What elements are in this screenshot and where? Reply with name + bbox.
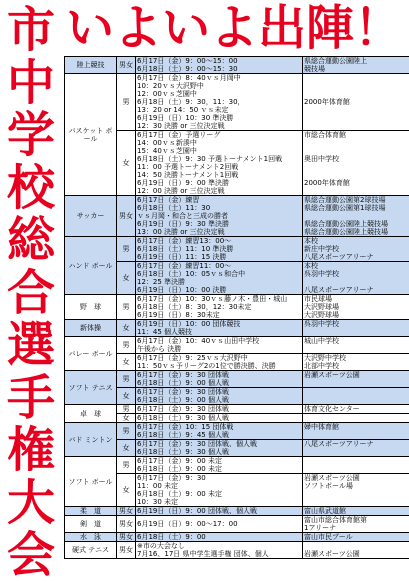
gender-cell: 女 <box>117 354 136 371</box>
schedule-cell <box>136 371 303 388</box>
schedule-line: 6月17日（金）9：30 団体戦 <box>137 388 301 396</box>
gender-cell: 女 <box>117 474 136 507</box>
table-row <box>65 474 409 507</box>
vertical-title-char: 会 <box>3 529 59 581</box>
venue-line <box>304 122 409 130</box>
schedule-line: 6月19日（日）10：30 準決勝 <box>137 114 301 122</box>
schedule-cell <box>136 405 303 414</box>
table-row <box>65 457 409 474</box>
vertical-title-char: 選 <box>3 319 59 371</box>
sport-cell: ソフト ボール <box>65 457 117 507</box>
venue-line: 県総合運動公園陸上 <box>304 57 409 65</box>
vertical-title-char: 中 <box>3 57 59 109</box>
venue-line: 岩瀬スポーツ公園 <box>304 474 409 482</box>
venue-line <box>304 90 409 98</box>
venue-line <box>304 414 409 422</box>
gender-cell: 男女 <box>117 533 136 542</box>
gender-cell: 男 <box>117 337 136 354</box>
table-row <box>65 57 409 74</box>
schedule-line: 6月18日（土）9：30，11：30， <box>137 98 301 106</box>
schedule-line: 6月18日（土）9：30 予選トーナメント1回戦 <box>137 155 301 163</box>
venue-cell <box>303 196 409 237</box>
venue-line: 本校 <box>304 262 409 270</box>
sport-cell: バスケット ボール <box>65 74 117 196</box>
table-row <box>65 440 409 457</box>
gender-cell: 女 <box>117 320 136 337</box>
schedule-line: 6月17日（金）9：30 団体戦、個人戦 <box>137 440 301 448</box>
schedule-cell <box>136 474 303 507</box>
venue-cell <box>303 57 409 74</box>
gender-cell: 男 <box>117 74 136 131</box>
venue-line: 大沢野中学校 <box>304 354 409 362</box>
venue-cell <box>303 371 409 388</box>
venue-line <box>304 171 409 179</box>
gender-cell: 男 <box>117 457 136 474</box>
venue-line: 体育文化センター <box>304 405 409 413</box>
schedule-line: 11：50ｖｓ予リーグ2の1位で勝決勝、決勝 <box>137 362 301 370</box>
schedule-line: 6月19日（日）10：00 団体競技 <box>137 320 301 328</box>
gender-cell: 男 <box>117 295 136 320</box>
venue-line <box>304 328 409 336</box>
schedule-line: 10：30 未定 <box>137 498 301 506</box>
table-row <box>65 295 409 320</box>
gender-cell: 男 <box>117 405 136 414</box>
schedule-line: 6月17日（金）10：40ｖｓ山田中学校 <box>137 337 301 345</box>
schedule-line: 6月19日（日）11：15 決勝 <box>137 253 301 261</box>
venue-line <box>304 278 409 286</box>
vertical-title-char: 校 <box>3 162 59 214</box>
venue-line: 岩瀬スポーツ公園 <box>304 550 409 558</box>
venue-cell <box>303 474 409 507</box>
schedule-line: 12：30 決勝 or 三位決定戦 <box>137 122 301 130</box>
schedule-line: ※市の大会なし <box>137 542 301 550</box>
schedule-line: 6月17日（金）9：00～15：00 <box>137 57 301 65</box>
venue-line: 県総合運動公園陸上競技場 <box>304 228 409 236</box>
gender-cell: 男女 <box>117 57 136 74</box>
schedule-line: 12：00 決勝 or 三位決定戦 <box>137 187 301 195</box>
schedule-line: 6月18日（土）9：45 個人戦 <box>137 431 301 439</box>
schedule-line: 6月18日（土）8：30，12：30未定 <box>137 303 301 311</box>
venue-line: 呉羽中学校 <box>304 270 409 278</box>
venue-line <box>304 139 409 147</box>
table-row <box>65 74 409 131</box>
venue-line: 県総合運動公園陸上競技場 <box>304 220 409 228</box>
sport-cell: バド ミントン <box>65 423 117 457</box>
venue-line <box>304 448 409 456</box>
schedule-line: 11：00 予選トーナメント2回戦 <box>137 163 301 171</box>
schedule-line: 6月19日（日）9：00 団体戦、個人戦 <box>137 507 301 515</box>
vertical-title-char: 手 <box>3 372 59 424</box>
schedule-line: 6月17日（金）8：40ｖｓ月岡中 <box>137 74 301 82</box>
gender-cell: 女 <box>117 262 136 295</box>
schedule-line: 13：00 決勝 or 三位決定戦 <box>137 228 301 236</box>
venue-line <box>304 345 409 353</box>
sport-cell: 陸上競技 <box>65 57 117 74</box>
schedule-cell <box>136 131 303 196</box>
venue-line <box>304 431 409 439</box>
venue-cell <box>303 354 409 371</box>
venue-line: 大沢野球場 <box>304 303 409 311</box>
venue-cell <box>303 533 409 542</box>
schedule-line: 11：00 未定 <box>137 482 301 490</box>
venue-line <box>304 74 409 82</box>
sport-cell: 水 泳 <box>65 533 117 542</box>
venue-line: 競技場 <box>304 65 409 73</box>
schedule-line: 6月17日（金）9：00 未定 <box>137 457 301 465</box>
venue-line: 市民球場 <box>304 295 409 303</box>
venue-line <box>304 388 409 396</box>
venue-line <box>304 82 409 90</box>
schedule-line: 6月17日（金）練習 <box>137 196 301 204</box>
vertical-title-char: 大 <box>3 477 59 529</box>
sport-cell: サッカー <box>65 196 117 237</box>
schedule-line: 6月18日（土）9：00 未定 <box>137 465 301 473</box>
schedule-line: 6月19日（日）9：30 準決勝 <box>137 220 301 228</box>
venue-cell <box>303 507 409 516</box>
gender-cell: 男女 <box>117 542 136 559</box>
vertical-title <box>0 0 62 581</box>
venue-line <box>304 147 409 155</box>
schedule-cell <box>136 354 303 371</box>
schedule-cell <box>136 414 303 423</box>
venue-line: 呉羽中学校 <box>304 320 409 328</box>
venue-line <box>304 396 409 404</box>
schedule-line: ｖｓ月岡・和合と三成の勝者 <box>137 212 301 220</box>
venue-line: 八尾スポーツアリーナ <box>304 253 409 261</box>
schedule-cell <box>136 423 303 440</box>
schedule-cell <box>136 320 303 337</box>
schedule-line: 6月17日（金）練習13：00～ <box>137 237 301 245</box>
table-row <box>65 237 409 262</box>
gender-cell: 女 <box>117 440 136 457</box>
venue-line: 本校 <box>304 237 409 245</box>
schedule-cell <box>136 237 303 262</box>
schedule-line: 6月18日（土）11：10 準決勝 <box>137 245 301 253</box>
sport-cell: 硬式 テニス <box>65 542 117 559</box>
venue-line: 県総合運動公園第1球技場 <box>304 204 409 212</box>
venue-line: 岩瀬スポーツ公園 <box>304 371 409 379</box>
gender-cell: 女 <box>117 414 136 423</box>
schedule-cell <box>136 262 303 295</box>
venue-line: 富山市民プール <box>304 533 409 541</box>
schedule-line: 6月18日（土）9：00 <box>137 533 301 541</box>
venue-cell <box>303 74 409 131</box>
schedule-line: 6月18日（土）9：30 個人戦 <box>137 448 301 456</box>
venue-line <box>304 542 409 550</box>
venue-cell <box>303 405 409 414</box>
venue-line <box>304 106 409 114</box>
venue-line: 市総合体育館 <box>304 131 409 139</box>
venue-line: 八尾スポーツアリーナ <box>304 440 409 448</box>
schedule-cell <box>136 533 303 542</box>
vertical-title-char: 市 <box>3 4 59 56</box>
venue-line <box>304 457 409 465</box>
schedule-cell <box>136 196 303 237</box>
venue-line: 1アリーナ <box>304 524 409 532</box>
venue-line: 県総合運動公園第2球技場 <box>304 196 409 204</box>
sport-cell: 卓 球 <box>65 405 117 423</box>
venue-cell <box>303 414 409 423</box>
schedule-cell <box>136 457 303 474</box>
schedule-line: 6月18日（土）11：30 <box>137 204 301 212</box>
schedule-line: 14：00ｖｓ新湊中 <box>137 139 301 147</box>
venue-line <box>304 490 409 498</box>
venue-line <box>304 163 409 171</box>
table-row <box>65 196 409 237</box>
schedule-cell <box>136 295 303 320</box>
schedule-cell <box>136 542 303 559</box>
venue-line: 北部中学校 <box>304 362 409 370</box>
schedule-line: 11：45 個人競技 <box>137 328 301 336</box>
venue-line: 城山中学校 <box>304 337 409 345</box>
venue-line: 婦中体育館 <box>304 423 409 431</box>
schedule-line: 12：25 準決勝 <box>137 278 301 286</box>
gender-cell: 男女 <box>117 516 136 533</box>
schedule-cell <box>136 440 303 457</box>
schedule-cell <box>136 507 303 516</box>
table-row <box>65 320 409 337</box>
table-row <box>65 262 409 295</box>
venue-line: 新庄中学校 <box>304 245 409 253</box>
sport-cell: ソフト テニス <box>65 371 117 405</box>
schedule-line: 12：00ｖｓ芝園中 <box>137 90 301 98</box>
venue-cell <box>303 131 409 196</box>
schedule-line: 6月17日（金）9：25ｖｓ大沢野中 <box>137 354 301 362</box>
sport-cell: バレー ボール <box>65 337 117 371</box>
schedule-line: 6月17日（金）10：15 団体戦 <box>137 423 301 431</box>
schedule-line: 6月17日（金）予選リーグ <box>137 131 301 139</box>
schedule-line: 15：40ｖｓ芝園中 <box>137 147 301 155</box>
schedule-line: 6月18日（土）9：00 未定 <box>137 490 301 498</box>
gender-cell: 女 <box>117 388 136 405</box>
venue-line: 富山市総合体育館第 <box>304 516 409 524</box>
schedule-line: 午後から 決勝 <box>137 345 301 353</box>
schedule-line: 6月19日（日）8：30未定 <box>137 311 301 319</box>
vertical-title-char: 学 <box>3 109 59 161</box>
table-row <box>65 131 409 196</box>
schedule-cell <box>136 57 303 74</box>
sport-cell: 剣 道 <box>65 516 117 533</box>
venue-line: 2000年体育館 <box>304 98 409 106</box>
table-row <box>65 371 409 388</box>
venue-cell <box>303 262 409 295</box>
table-row <box>65 414 409 423</box>
venue-cell <box>303 237 409 262</box>
table-row <box>65 388 409 405</box>
schedule-line: 6月19日（日）10：00 決勝 <box>137 286 301 294</box>
venue-cell <box>303 388 409 405</box>
schedule-line: 6月17日（金）9：30 団体戦 <box>137 405 301 413</box>
gender-cell: 男女 <box>117 507 136 516</box>
schedule-line: 10：20ｖｓ大沢野中 <box>137 82 301 90</box>
schedule-line: 6月17日（金）9：30 <box>137 474 301 482</box>
venue-line <box>304 187 409 195</box>
venue-line: 富山県武道館 <box>304 507 409 515</box>
venue-cell <box>303 542 409 559</box>
venue-line <box>304 498 409 506</box>
venue-cell <box>303 440 409 457</box>
venue-line: 八尾スポーツアリーナ <box>304 286 409 294</box>
gender-cell: 男 <box>117 423 136 440</box>
venue-line <box>304 379 409 387</box>
schedule-table <box>64 56 409 559</box>
schedule-line: 6月18日（土）9：00 個人戦 <box>137 396 301 404</box>
schedule-cell <box>136 337 303 354</box>
schedule-cell <box>136 74 303 131</box>
schedule-line: 13：20 or 14：50 ｖｓ未定 <box>137 106 301 114</box>
venue-line: ソフトボール場 <box>304 482 409 490</box>
schedule-line: 7月16、17日 県中学生選手権 団体、個人 <box>137 550 301 558</box>
venue-line: 奥田中学校 <box>304 155 409 163</box>
table-row <box>65 354 409 371</box>
schedule-line: 6月18日（土）9：00 個人戦 <box>137 379 301 387</box>
venue-line: 2000年体育館 <box>304 179 409 187</box>
schedule-line: 14：50 決勝トーナメント1回戦 <box>137 171 301 179</box>
schedule-line: 6月17日（金）9：30 団体戦 <box>137 371 301 379</box>
venue-cell <box>303 320 409 337</box>
schedule-line: 6月17日（金）練習11：00～ <box>137 262 301 270</box>
schedule-cell <box>136 388 303 405</box>
venue-line: 大沢野球場 <box>304 311 409 319</box>
sport-cell: 柔 道 <box>65 507 117 516</box>
sport-cell: 新体操 <box>65 320 117 337</box>
table-row <box>65 337 409 354</box>
gender-cell: 女 <box>117 131 136 196</box>
sport-cell: ハンド ボール <box>65 237 117 295</box>
gender-cell: 男 <box>117 237 136 262</box>
venue-line <box>304 114 409 122</box>
venue-cell <box>303 337 409 354</box>
venue-cell <box>303 516 409 533</box>
schedule-line: 6月18日（土）9：30 個人戦 <box>137 414 301 422</box>
table-row <box>65 533 409 542</box>
venue-line <box>304 465 409 473</box>
schedule-line: 6月18日（土）9：00～15：30 <box>137 65 301 73</box>
vertical-title-char: 総 <box>3 214 59 266</box>
vertical-title-char: 権 <box>3 424 59 476</box>
headline-title: いよいよ出陣！ <box>66 0 409 56</box>
table-row <box>65 542 409 559</box>
table-row <box>65 405 409 414</box>
venue-line <box>304 212 409 220</box>
venue-cell <box>303 295 409 320</box>
schedule-line: 6月19日（日）9：00～17：00 <box>137 520 301 528</box>
venue-cell <box>303 423 409 440</box>
schedule-line: 6月19日（日）9：00 準決勝 <box>137 179 301 187</box>
sport-cell: 野 球 <box>65 295 117 320</box>
gender-cell: 男女 <box>117 196 136 237</box>
gender-cell: 男 <box>117 371 136 388</box>
table-row <box>65 507 409 516</box>
schedule-line: 6月18日（土）10：05ｖｓ和合中 <box>137 270 301 278</box>
schedule-line: 6月17日（金）10：30ｖｓ藤ノ木・豊田・城山 <box>137 295 301 303</box>
venue-cell <box>303 457 409 474</box>
schedule-cell <box>136 516 303 533</box>
table-row <box>65 423 409 440</box>
table-row <box>65 516 409 533</box>
vertical-title-char: 合 <box>3 267 59 319</box>
